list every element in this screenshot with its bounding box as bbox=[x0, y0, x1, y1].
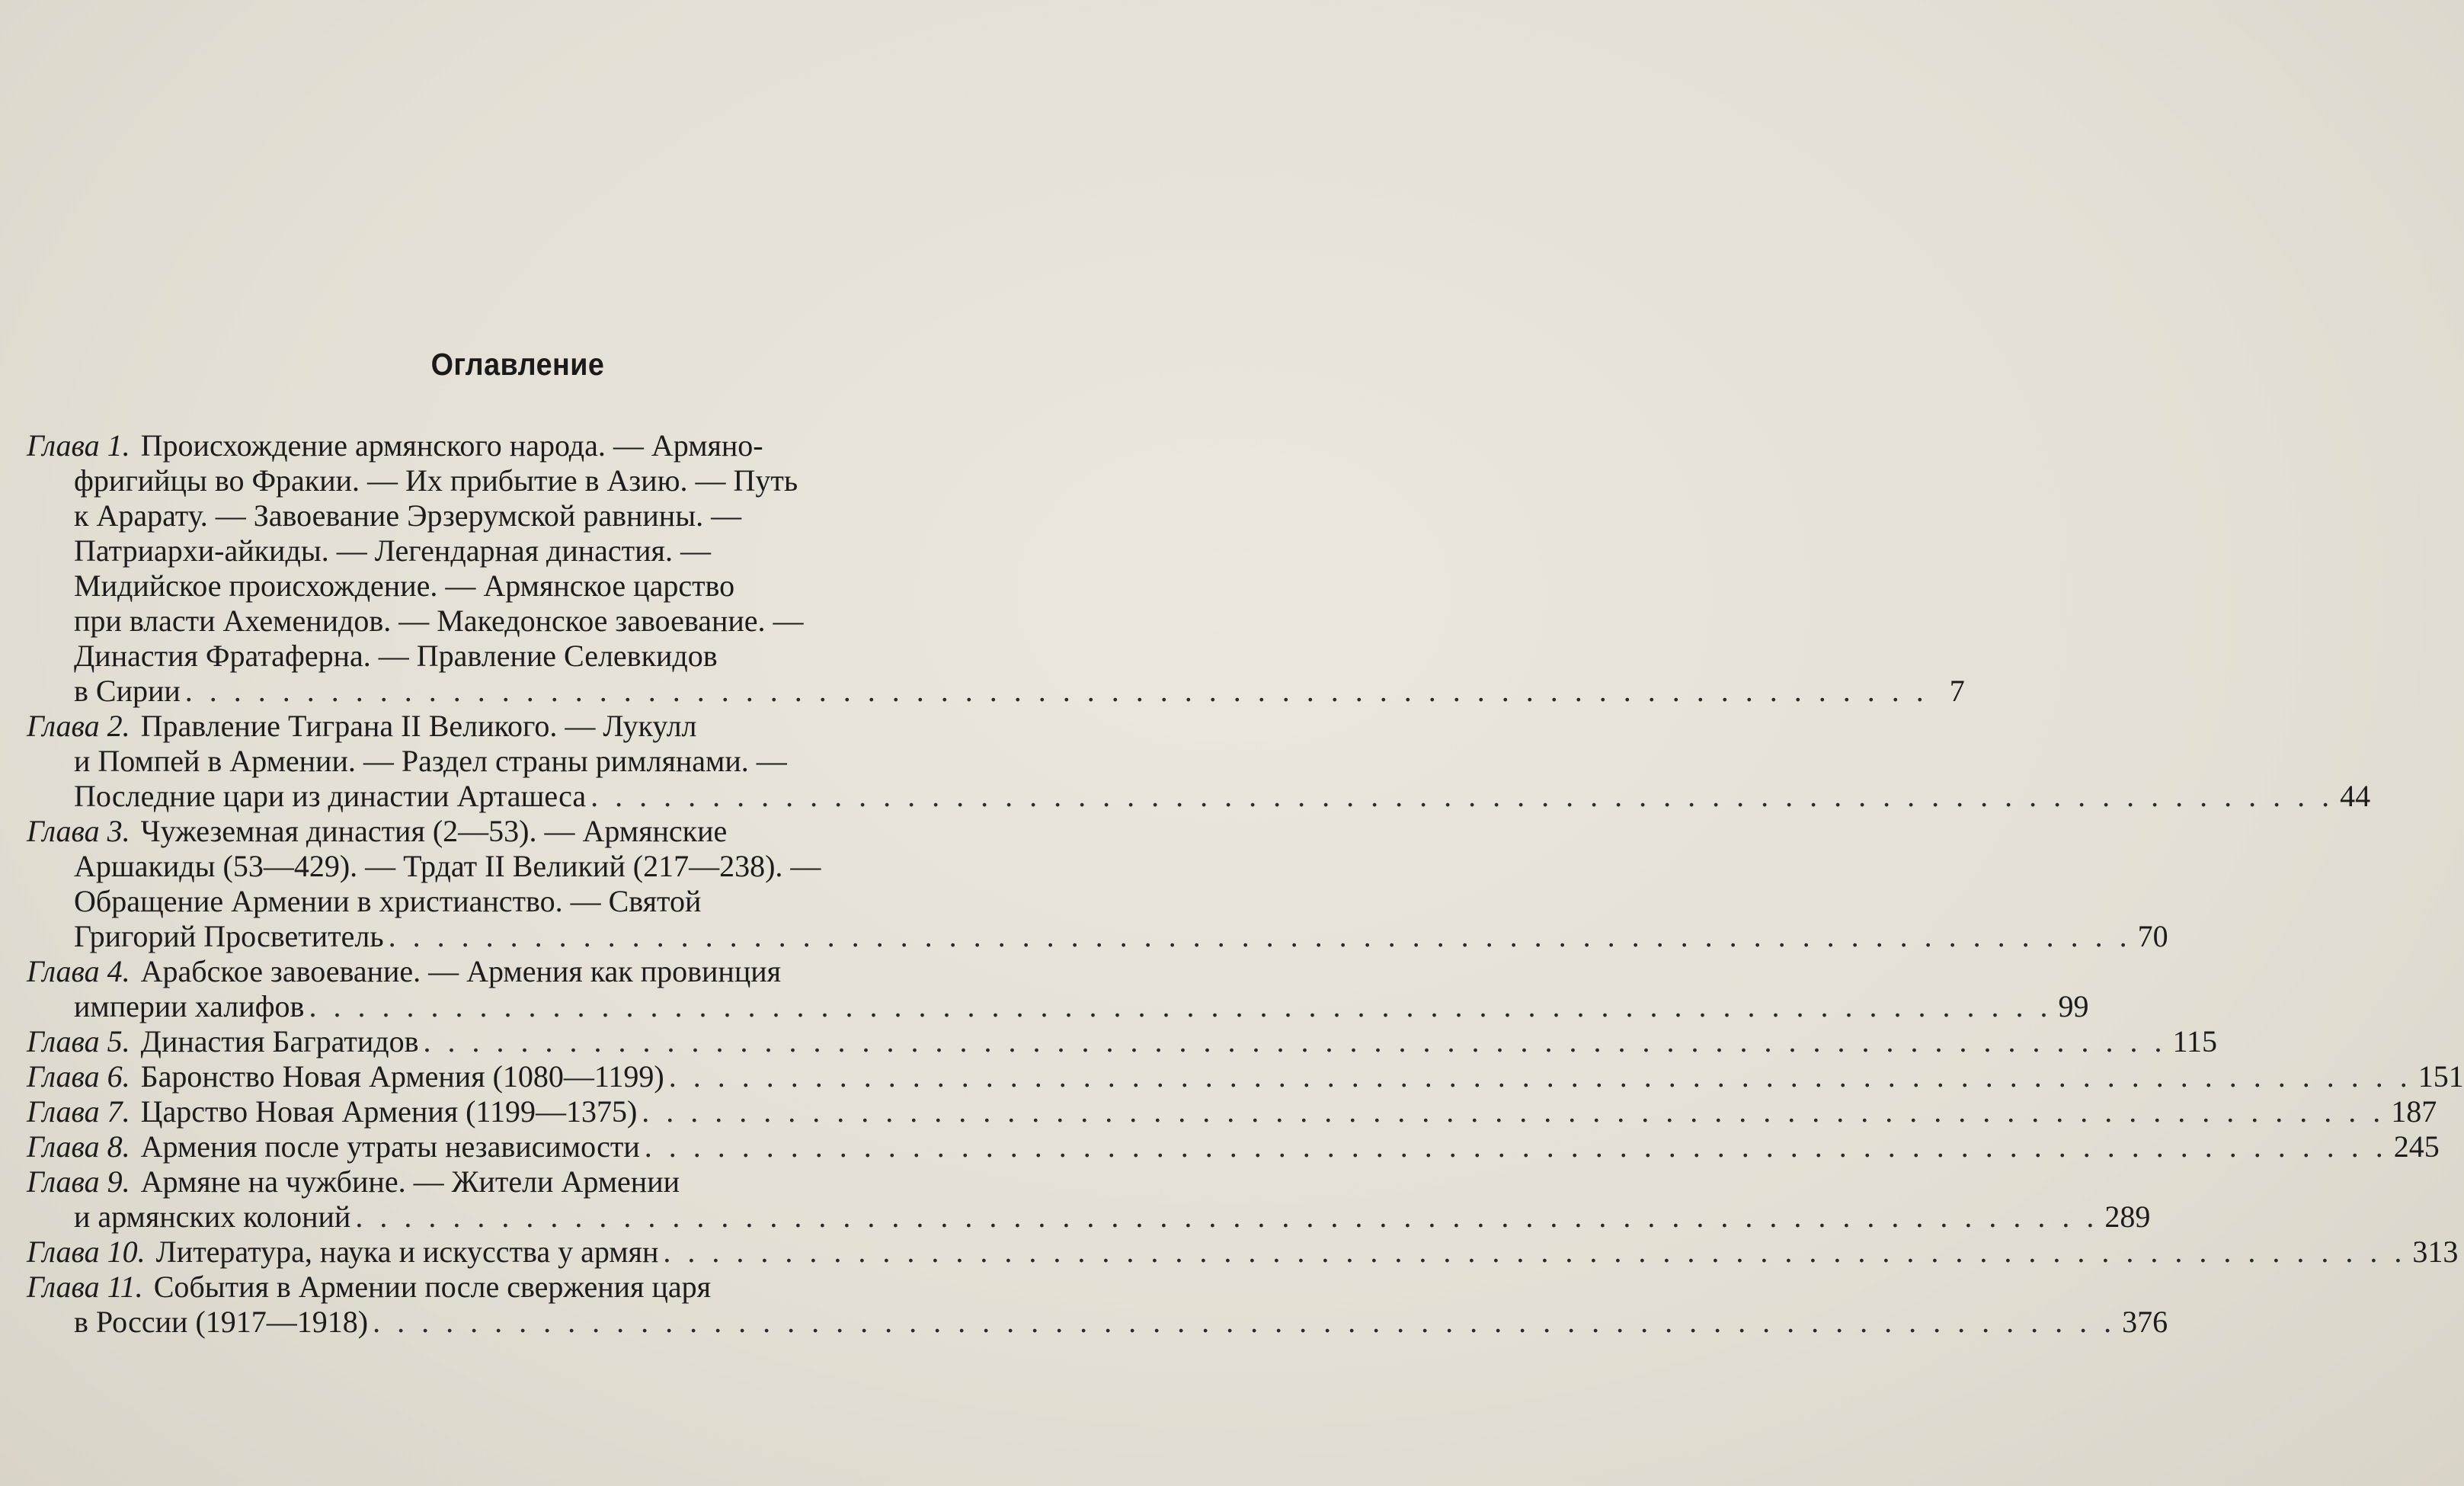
toc-line bbox=[27, 1129, 2440, 1164]
toc-line bbox=[27, 919, 2168, 954]
dot-leader: . . . . . . . . . . . . . . . . . . . . . . . . . . . . . . . . . . . . . . . . . . . . . . . . . . . . . . . . . . . . . . . . . . . . . . . . bbox=[663, 1235, 2407, 1269]
toc-continuation-line: при власти Ахеменидов. — Македонское завоевание. — bbox=[74, 604, 804, 638]
toc-entry bbox=[27, 1235, 2459, 1270]
dot-leader: . . . . . . . . . . . . . . . . . . . . . . . . . . . . . . . . . . . . . . . . . . . . . . . . . . . . . . . . . . . . . . . . . . . . . . . . bbox=[184, 674, 1928, 708]
toc-continuation-line: Мидийское происхождение. — Армянское царство bbox=[74, 568, 735, 603]
page-number: 99 bbox=[2058, 989, 2089, 1023]
page-number: 70 bbox=[2137, 919, 2168, 953]
toc-entry bbox=[27, 814, 2168, 954]
toc-entry bbox=[27, 1024, 2218, 1059]
dot-leader: . . . . . . . . . . . . . . . . . . . . . . . . . . . . . . . . . . . . . . . . . . . . . . . . . . . . . . . . . . . . . . . . . . . . . . . . bbox=[309, 989, 2053, 1023]
page-number: 151 bbox=[2418, 1059, 2464, 1094]
chapter-label: Глава 3. bbox=[27, 814, 130, 848]
toc-line bbox=[27, 779, 2371, 814]
dot-leader: . . . . . . . . . . . . . . . . . . . . . . . . . . . . . . . . . . . . . . . . . . . . . . . . . . . . . . . . . . . . . . . . . . . . . . . . bbox=[644, 1129, 2388, 1164]
toc-line bbox=[27, 674, 1965, 709]
toc-line bbox=[27, 1094, 2437, 1129]
dot-leader: . . . . . . . . . . . . . . . . . . . . . . . . . . . . . . . . . . . . . . . . . . . . . . . . . . . . . . . . . . . . . . . . . . . . . . . . bbox=[590, 779, 2334, 813]
toc-continuation-line: Аршакиды (53—429). — Трдат II Великий (217—238). — bbox=[74, 849, 821, 883]
chapter-title-text: империи халифов bbox=[74, 989, 305, 1023]
toc-continuation-line: Обращение Армении в христианство. — Святой bbox=[74, 884, 702, 918]
chapter-title-text: и армянских колоний bbox=[74, 1199, 351, 1234]
chapter-title-text: Армения после утраты независимости bbox=[140, 1129, 640, 1164]
chapter-label: Глава 4. bbox=[27, 954, 130, 988]
toc-continuation-line: Династия Фратаферна. — Правление Селевкидов bbox=[74, 639, 718, 673]
chapter-label: Глава 5. bbox=[27, 1024, 130, 1058]
toc-continuation-line: Патриархи-айкиды. — Легендарная династия. — bbox=[74, 533, 711, 568]
dot-leader: . . . . . . . . . . . . . . . . . . . . . . . . . . . . . . . . . . . . . . . . . . . . . . . . . . . . . . . . . . . . . . . . . . . . . . . . bbox=[668, 1059, 2412, 1094]
toc-line bbox=[27, 1270, 1006, 1305]
chapter-title-text: Династия Багратидов bbox=[140, 1024, 419, 1058]
toc-entry bbox=[27, 1129, 2440, 1164]
chapter-label: Глава 9. bbox=[27, 1164, 130, 1199]
toc-line bbox=[27, 709, 1006, 744]
table-of-contents bbox=[27, 428, 2464, 1340]
chapter-title-text: Происхождение армянского народа. — Армяно- bbox=[140, 428, 763, 463]
toc-continuation-line: и Помпей в Армении. — Раздел страны римлянами. — bbox=[74, 744, 787, 778]
toc-line bbox=[27, 1235, 2459, 1270]
toc-entry bbox=[27, 1164, 2151, 1235]
page-number: 376 bbox=[2122, 1305, 2168, 1339]
toc-entry bbox=[27, 1270, 2168, 1340]
toc-line bbox=[27, 1305, 2168, 1340]
chapter-title-text: События в Армении после свержения царя bbox=[153, 1270, 711, 1304]
chapter-label: Глава 1. bbox=[27, 428, 130, 463]
chapter-title-text: Правление Тиграна II Великого. — Лукулл bbox=[140, 709, 697, 743]
toc-continuation-line: фригийцы во Фракии. — Их прибытие в Азию. — Путь bbox=[74, 463, 798, 498]
toc-line bbox=[27, 814, 1006, 849]
page-number: 7 bbox=[1949, 674, 1965, 708]
page-number: 245 bbox=[2393, 1129, 2440, 1164]
chapter-title-text: Последние цари из династии Арташеса bbox=[74, 779, 587, 813]
chapter-title-text: Арабское завоевание. — Армения как провинция bbox=[140, 954, 782, 988]
chapter-title-text: Царство Новая Армения (1199—1375) bbox=[140, 1094, 638, 1129]
toc-entry bbox=[27, 1094, 2437, 1129]
toc-entry bbox=[27, 428, 1965, 709]
page-number: 187 bbox=[2391, 1094, 2437, 1129]
chapter-title-text: Литература, наука и искусства у армян bbox=[155, 1235, 659, 1269]
chapter-label: Глава 11. bbox=[27, 1270, 143, 1304]
chapter-title-text: в России (1917—1918) bbox=[74, 1305, 369, 1339]
dot-leader: . . . . . . . . . . . . . . . . . . . . . . . . . . . . . . . . . . . . . . . . . . . . . . . . . . . . . . . . . . . . . . . . . . . . . . . . bbox=[388, 919, 2132, 953]
toc-entry bbox=[27, 1059, 2464, 1094]
dot-leader: . . . . . . . . . . . . . . . . . . . . . . . . . . . . . . . . . . . . . . . . . . . . . . . . . . . . . . . . . . . . . . . . . . . . . . . . bbox=[373, 1305, 2117, 1339]
toc-continuation-line: к Арарату. — Завоевание Эрзерумской равнины. — bbox=[74, 498, 742, 533]
page-number: 289 bbox=[2104, 1199, 2151, 1234]
toc-line bbox=[27, 1059, 2464, 1094]
dot-leader: . . . . . . . . . . . . . . . . . . . . . . . . . . . . . . . . . . . . . . . . . . . . . . . . . . . . . . . . . . . . . . . . . . . . . . . . bbox=[355, 1199, 2099, 1234]
chapter-title-text: Армяне на чужбине. — Жители Армении bbox=[140, 1164, 680, 1199]
dot-leader: . . . . . . . . . . . . . . . . . . . . . . . . . . . . . . . . . . . . . . . . . . . . . . . . . . . . . . . . . . . . . . . . . . . . . . . . bbox=[642, 1094, 2386, 1129]
page-title: Оглавление bbox=[430, 347, 605, 382]
page-number: 115 bbox=[2172, 1024, 2218, 1058]
chapter-label: Глава 7. bbox=[27, 1094, 130, 1129]
toc-line bbox=[27, 954, 1006, 989]
chapter-label: Глава 2. bbox=[27, 709, 130, 743]
chapter-title-text: Григорий Просветитель bbox=[74, 919, 384, 953]
chapter-title-text: Чужеземная династия (2—53). — Армянские bbox=[140, 814, 728, 848]
toc-entry bbox=[27, 954, 2089, 1024]
chapter-title-text: в Сирии bbox=[74, 674, 181, 708]
toc-line bbox=[27, 1024, 2218, 1059]
toc-line bbox=[27, 1164, 1006, 1199]
toc-line bbox=[27, 428, 1006, 463]
toc-line bbox=[27, 989, 2089, 1024]
toc-line bbox=[27, 1199, 2151, 1235]
chapter-label: Глава 6. bbox=[27, 1059, 130, 1094]
page-number: 313 bbox=[2412, 1235, 2459, 1269]
chapter-label: Глава 8. bbox=[27, 1129, 130, 1164]
dot-leader: . . . . . . . . . . . . . . . . . . . . . . . . . . . . . . . . . . . . . . . . . . . . . . . . . . . . . . . . . . . . . . . . . . . . . . . . bbox=[423, 1024, 2167, 1058]
chapter-title-text: Баронство Новая Армения (1080—1199) bbox=[140, 1059, 664, 1094]
page-number: 44 bbox=[2340, 779, 2371, 813]
toc-entry bbox=[27, 709, 2371, 814]
chapter-label: Глава 10. bbox=[27, 1235, 146, 1269]
